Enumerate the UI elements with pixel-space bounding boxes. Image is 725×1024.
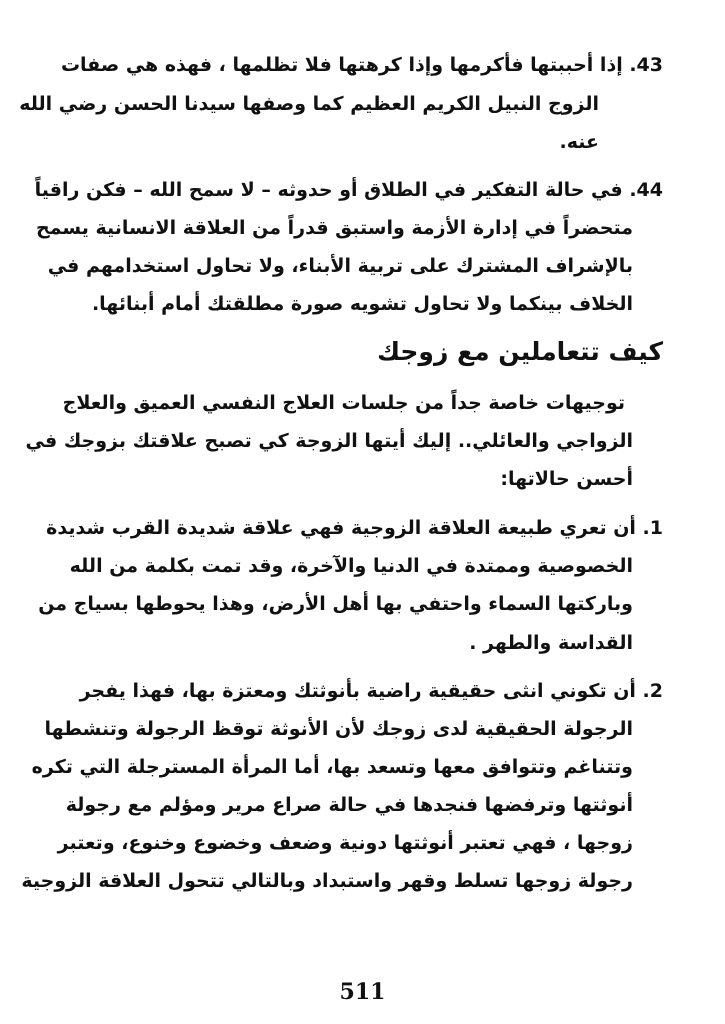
item-2-line-6: رجولة زوجها تسلط وقهر واستبداد وبالتالي تتحول العلاقة الزوجية (21, 870, 633, 892)
section-heading: كيف تتعاملين مع زوجك (377, 337, 663, 366)
item-43-line-1: 43. إذا أحببتها فأكرمها وإذا كرهتها فلا تظلمها ، فهذه هي صفات (60, 54, 663, 76)
item-2-line-4: أنوثتها وترفضها فنجدها في حالة صراع مرير ومؤلم مع رجولة (65, 794, 633, 816)
item-1-line-2: الخصوصية وممتدة في الدنيا والآخرة، وقد تمت بكلمة من الله (69, 555, 633, 577)
item-2-line-1: 2. أن تكوني انثى حقيقية راضية بأنوثتك ومعتزة بها، فهذا يفجر (79, 680, 663, 702)
item-43-line-3: عنه. (559, 131, 599, 153)
item-44-line-3: بالإشراف المشترك على تربية الأبناء، ولا تحاول استخدامهم في (47, 255, 633, 277)
intro-line-3: أحسن حالاتها: (500, 468, 633, 490)
item-44-line-2: متحضراً في إدارة الأزمة واستبق قدراً من العلاقة الانسانية يسمح (36, 217, 633, 239)
item-1-line-3: وباركتها السماء واحتفي بها أهل الأرض، وهذا يحوطها بسياج من (38, 593, 633, 615)
intro-line-2: الزواجي والعائلي.. إليك أيتها الزوجة كي تصبح علاقتك بزوجك في (25, 430, 633, 452)
intro-line-1: توجيهات خاصة جداً من جلسات العلاج النفسي العميق والعلاج (62, 392, 625, 414)
item-43-line-2: الزوج النبيل الكريم العظيم كما وصفها سيدنا الحسن رضي الله (19, 93, 599, 115)
page-number: 511 (339, 979, 386, 1005)
item-2-line-5: زوجها ، فهي تعتبر أنوثتها دونية وضعف وخضوع وخنوع، وتعتبر (57, 832, 633, 854)
item-44-line-4: الخلاف بينكما ولا تحاول تشويه صورة مطلقتك أمام أبنائها. (91, 293, 633, 315)
item-1-line-1: 1. أن تعري طبيعة العلاقة الزوجية فهي علاقة شديدة القرب شديدة (46, 517, 663, 539)
item-2-line-3: وتتناغم وتتوافق معها وتسعد بها، أما المرأة المسترجلة التي تكره (31, 756, 633, 778)
item-44-line-1: 44. في حالة التفكير في الطلاق أو حدوثه – لا سمح الله – فكن راقياً (34, 179, 663, 201)
item-1-line-4: القداسة والطهر . (469, 632, 633, 654)
item-2-line-2: الرجولة الحقيقية لدى زوجك لأن الأنوثة توقظ الرجولة وتنشطها (44, 718, 633, 740)
